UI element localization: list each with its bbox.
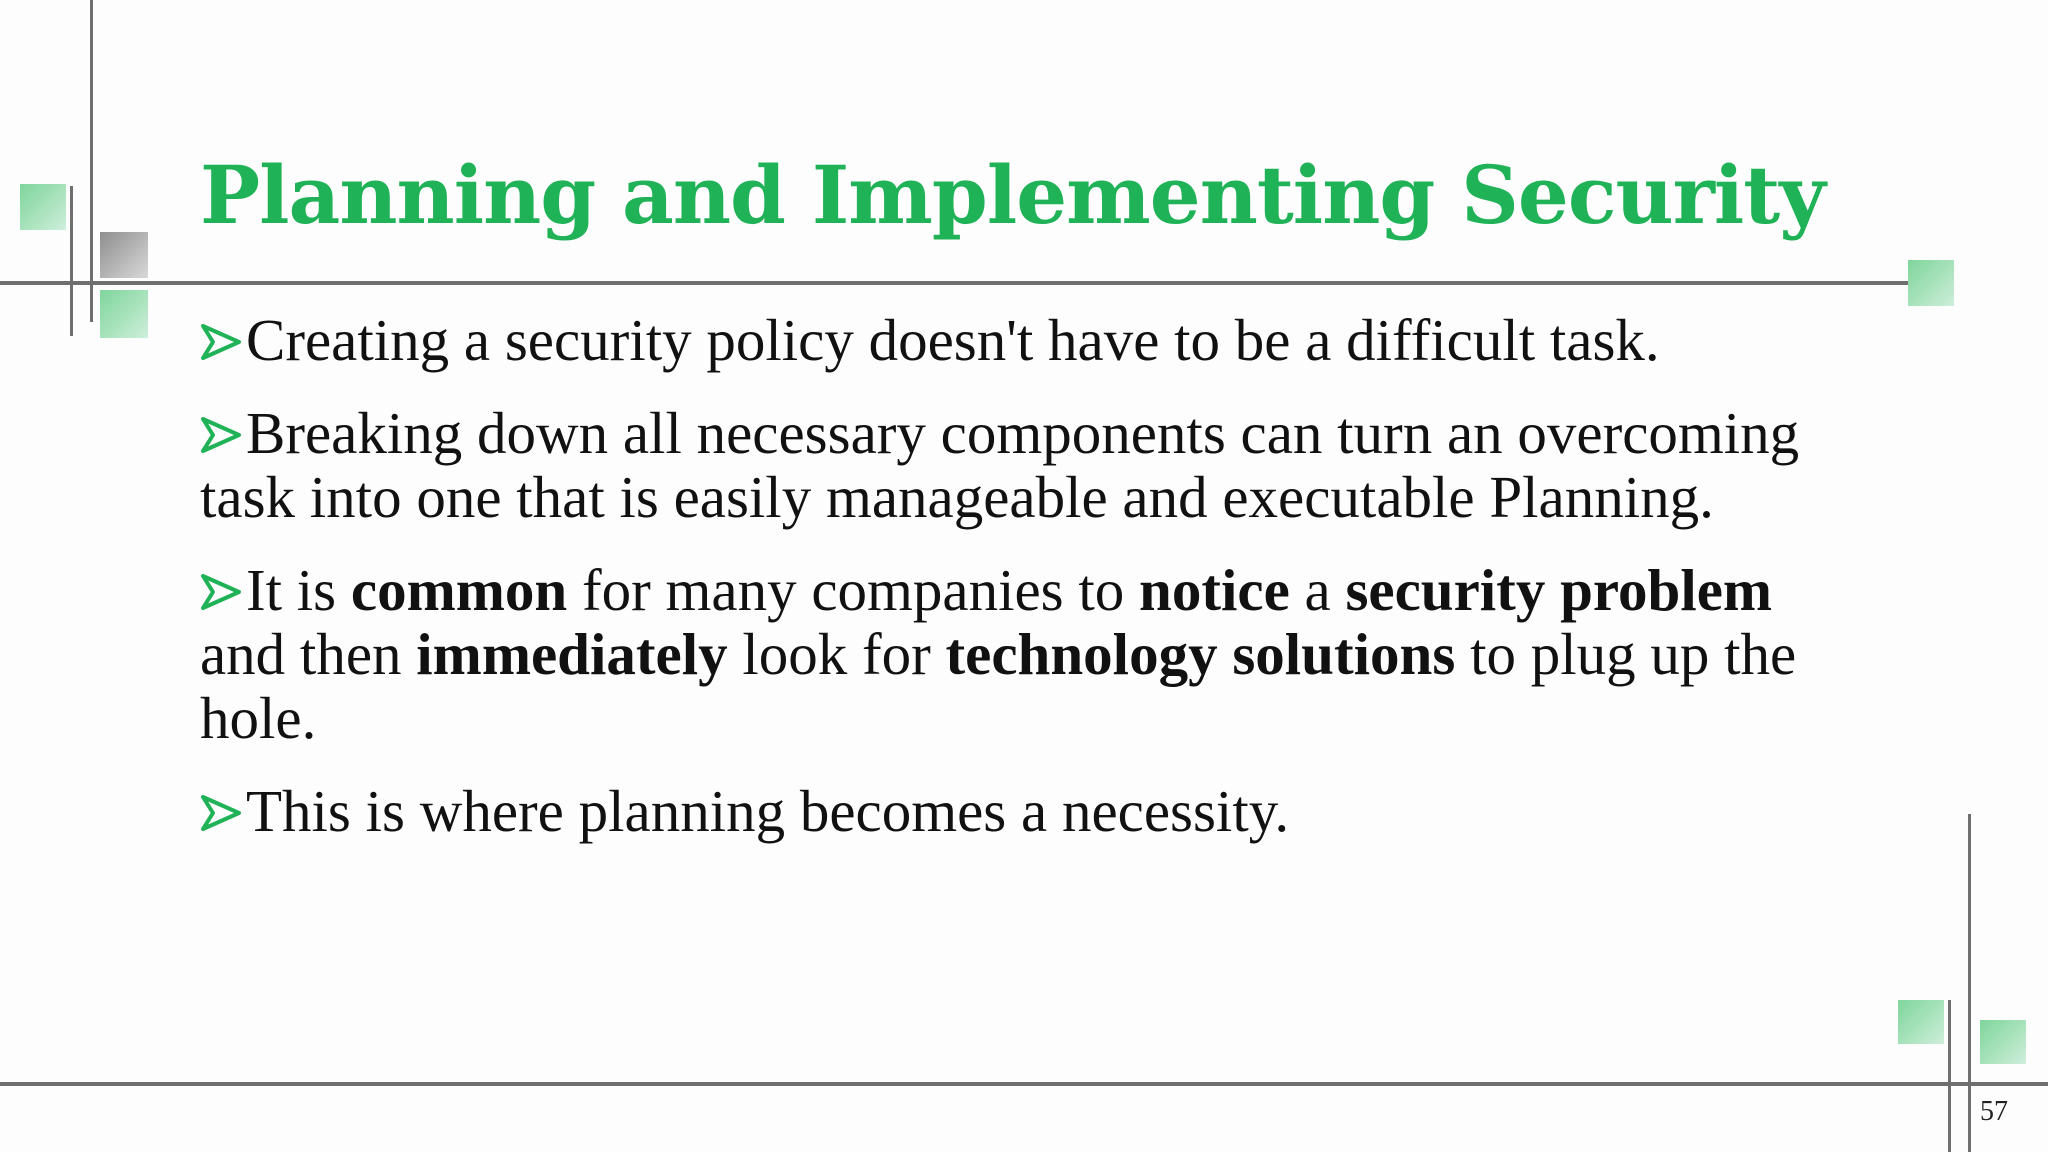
bullet-item <box>186 401 1826 529</box>
bullet-text: This is where planning becomes a necessity. <box>246 778 1290 844</box>
bullet-text-bold: immediately <box>416 621 728 687</box>
decor-square-green-top-left <box>20 184 66 230</box>
decor-square-green-bottom-right-b <box>1980 1020 2026 1064</box>
bullet-text-bold: security problem <box>1345 557 1773 623</box>
decor-square-green-bottom-right-a <box>1898 1000 1944 1044</box>
bullet-text-bold: common <box>350 557 568 623</box>
arrow-bullet-icon <box>200 793 242 833</box>
arrow-bullet-icon <box>200 572 242 612</box>
bullet-item <box>186 558 1826 750</box>
decor-square-grey-top-left <box>100 232 148 278</box>
bullet-text-bold: notice <box>1139 557 1290 623</box>
bullet-text: a <box>1289 557 1346 623</box>
bullet-text: Breaking down all necessary components can turn an overcoming task into one that is easily manageable and executable Planning. <box>200 400 1800 530</box>
decor-square-green-left-lower <box>100 290 148 338</box>
bullet-text: and then <box>200 621 417 687</box>
bullet-text: to plug up the hole. <box>200 621 1797 751</box>
frame-horizontal-line-bottom <box>0 1082 2048 1086</box>
bullet-list <box>186 308 1826 872</box>
bullet-item <box>186 779 1826 843</box>
bullet-text: It is <box>246 557 351 623</box>
arrow-bullet-icon <box>200 322 242 362</box>
slide-title: Planning and Implementing Security <box>200 148 1825 242</box>
frame-vertical-line-right <box>1968 814 1971 1152</box>
frame-vertical-line-right-inner <box>1948 1000 1951 1152</box>
frame-horizontal-line-top <box>0 281 1908 285</box>
page-number: 57 <box>1980 1096 2008 1127</box>
bullet-text-bold: technology solutions <box>945 621 1456 687</box>
bullet-text: for many companies to <box>567 557 1140 623</box>
decor-square-green-right-top <box>1908 260 1954 306</box>
frame-vertical-line-left-inner <box>70 186 73 336</box>
frame-vertical-line-left <box>90 0 93 322</box>
arrow-bullet-icon <box>200 415 242 455</box>
bullet-text: look for <box>727 621 946 687</box>
bullet-text: Creating a security policy doesn't have to be a difficult task. <box>246 307 1660 373</box>
bullet-item <box>186 308 1826 372</box>
